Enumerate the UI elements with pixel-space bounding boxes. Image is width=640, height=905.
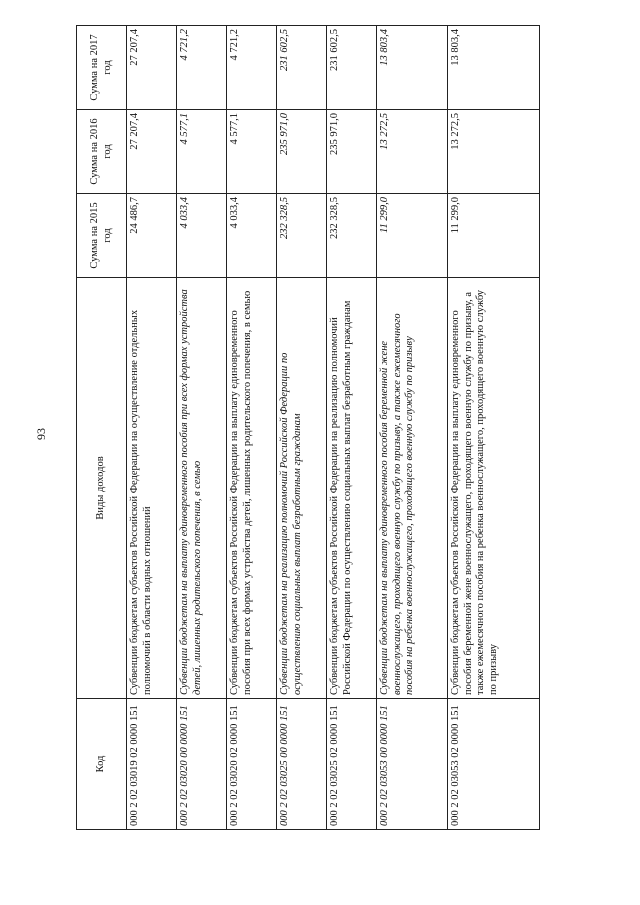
row-sum-2017: 27 207,4 [127,26,177,110]
row-sum-2017: 4 721,2 [177,26,227,110]
table-row [377,26,448,830]
row-code: 000 2 02 03020 02 0000 151 [227,699,277,830]
header-sum-2017: Сумма на 2017 год [77,26,127,110]
row-sum-2017: 13 803,4 [448,26,540,110]
table-row [277,26,327,830]
row-sum-2016: 13 272,5 [448,110,540,194]
row-name: Субвенции бюджетам субъектов Российской Федерации на выплату единовременного пособия при всех формах устройства детей, лишенных родительского попечения, в семью [227,278,277,699]
header-sum-2015: Сумма на 2015 год [77,194,127,278]
table-header-row [77,26,127,830]
row-code: 000 2 02 03053 00 0000 151 [377,699,448,830]
rotated-table-container [76,29,540,830]
header-sum-2016: Сумма на 2016 год [77,110,127,194]
row-name: Субвенции бюджетам субъектов Российской Федерации на реализацию полномочий Российской Федерации по осуществлению социальных выплат безработным гражданам [327,278,377,699]
table-row [327,26,377,830]
row-name: Субвенции бюджетам на выплату единовременного пособия при всех формах устройства детей, лишенных родительского попечения, в семью [177,278,227,699]
row-sum-2017: 4 721,2 [227,26,277,110]
row-name: Субвенции бюджетам на реализацию полномочий Российской Федерации по осуществлению социальных выплат безработным гражданам [277,278,327,699]
row-sum-2015: 232 328,5 [327,194,377,278]
row-sum-2016: 13 272,5 [377,110,448,194]
table-row [177,26,227,830]
row-sum-2016: 27 207,4 [127,110,177,194]
revenue-table [76,25,540,830]
row-code: 000 2 02 03025 02 0000 151 [327,699,377,830]
row-sum-2016: 235 971,0 [327,110,377,194]
row-name: Субвенции бюджетам на выплату единовременного пособия беременной жене военнослужащего, проходящего военную службу по призыву, а также ежемесячного пособия на ребенка военнослужащего, проходящего военную службу по призыву [377,278,448,699]
row-code: 000 2 02 03019 02 0000 151 [127,699,177,830]
row-sum-2017: 13 803,4 [377,26,448,110]
table-row [227,26,277,830]
row-sum-2016: 4 577,1 [177,110,227,194]
row-code: 000 2 02 03020 00 0000 151 [177,699,227,830]
row-sum-2015: 4 033,4 [227,194,277,278]
header-name: Виды доходов [77,278,127,699]
row-sum-2015: 11 299,0 [448,194,540,278]
row-name: Субвенции бюджетам субъектов Российской Федерации на выплату единовременного пособия беременной жене военнослужащего, проходящего военную службу по призыву, а также ежемесячного пособия на ребенка военнослужащего, проходящего военную службу по призыву [448,278,540,699]
row-sum-2015: 11 299,0 [377,194,448,278]
row-sum-2015: 24 486,7 [127,194,177,278]
row-name: Субвенции бюджетам субъектов Российской Федерации на осуществление отдельных полномочий в области водных отношений [127,278,177,699]
row-sum-2017: 231 602,5 [327,26,377,110]
table-row [448,26,540,830]
row-code: 000 2 02 03025 00 0000 151 [277,699,327,830]
row-sum-2017: 231 602,5 [277,26,327,110]
row-code: 000 2 02 03053 02 0000 151 [448,699,540,830]
row-sum-2016: 235 971,0 [277,110,327,194]
page-number: 93 [34,428,48,440]
table-row [127,26,177,830]
row-sum-2015: 4 033,4 [177,194,227,278]
header-code: Код [77,699,127,830]
row-sum-2015: 232 328,5 [277,194,327,278]
row-sum-2016: 4 577,1 [227,110,277,194]
